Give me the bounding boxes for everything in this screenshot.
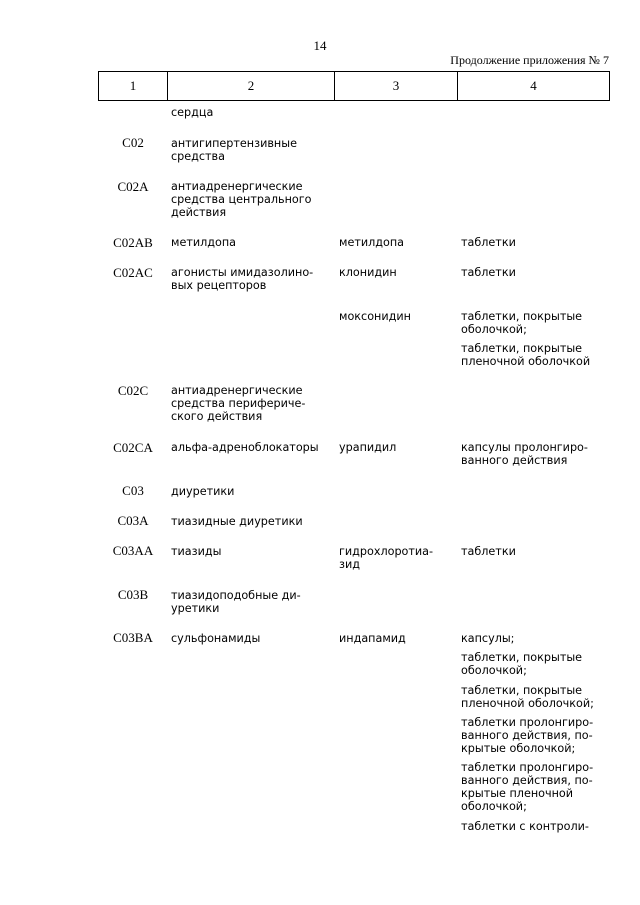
row-5-drug: моксонидин bbox=[339, 310, 411, 323]
row-13-code: C03BA bbox=[113, 630, 153, 645]
column-header-1: 1 bbox=[99, 72, 168, 101]
row-3-drug: метилдопа bbox=[339, 236, 405, 249]
row-9-code: C03 bbox=[122, 483, 144, 498]
continuation-label: Продолжение приложения № 7 bbox=[450, 53, 609, 67]
row-3-code: C02AB bbox=[113, 235, 153, 250]
row-6-form: таблетки, покрытые пленочной оболочкой bbox=[461, 342, 591, 368]
row-4-drug: клонидин bbox=[339, 266, 397, 279]
row-18-form: таблетки с контроли- bbox=[461, 820, 589, 833]
row-11-group: тиазиды bbox=[171, 545, 222, 558]
row-13-drug: индапамид bbox=[339, 632, 406, 645]
row-16-form: таблетки пролонгиро- ванного действия, по- крытые оболочкой; bbox=[461, 716, 594, 755]
row-5-form: таблетки, покрытые оболочкой; bbox=[461, 310, 583, 336]
row-2-group: антиадренергические средства центрального действия bbox=[171, 180, 312, 219]
row-0-group: сердца bbox=[171, 106, 214, 119]
row-1-group: антигипертензивные средства bbox=[171, 137, 297, 163]
row-12-code: C03B bbox=[117, 587, 149, 602]
row-1-code: C02 bbox=[122, 135, 144, 150]
row-14-form: таблетки, покрытые оболочкой; bbox=[461, 651, 583, 677]
row-11-form: таблетки bbox=[461, 545, 516, 558]
row-17-form: таблетки пролонгиро- ванного действия, по- крытые пленочной оболочкой; bbox=[461, 761, 594, 813]
row-7-group: антиадренергические средства перифериче- ского действия bbox=[171, 384, 306, 423]
row-8-drug: урапидил bbox=[339, 441, 397, 454]
row-12-group: тиазидоподобные ди- уретики bbox=[171, 589, 301, 615]
row-3-form: таблетки bbox=[461, 236, 516, 249]
row-8-code: C02CA bbox=[113, 440, 153, 455]
row-11-code: C03AA bbox=[112, 543, 154, 558]
row-15-form: таблетки, покрытые пленочной оболочкой; bbox=[461, 684, 594, 710]
row-9-group: диуретики bbox=[171, 485, 235, 498]
row-8-form: капсулы пролонгиро- ванного действия bbox=[461, 441, 588, 467]
row-10-group: тиазидные диуретики bbox=[171, 515, 303, 528]
row-11-drug: гидрохлоротиа- зид bbox=[339, 545, 434, 571]
row-10-code: C03A bbox=[117, 513, 149, 528]
row-4-form: таблетки bbox=[461, 266, 516, 279]
row-7-code: C02C bbox=[117, 383, 149, 398]
row-8-group: альфа-адреноблокаторы bbox=[171, 441, 319, 454]
row-13-group: сульфонамиды bbox=[171, 632, 261, 645]
row-4-group: агонисты имидазолино- вых рецепторов bbox=[171, 266, 314, 292]
row-3-group: метилдопа bbox=[171, 236, 237, 249]
row-2-code: C02A bbox=[117, 179, 149, 194]
page-number: 14 bbox=[313, 38, 327, 53]
row-13-form: капсулы; bbox=[461, 632, 515, 645]
column-header-3: 3 bbox=[335, 72, 458, 101]
column-header-2: 2 bbox=[168, 72, 335, 101]
row-4-code: C02AC bbox=[113, 265, 153, 280]
column-header-4: 4 bbox=[458, 72, 610, 101]
